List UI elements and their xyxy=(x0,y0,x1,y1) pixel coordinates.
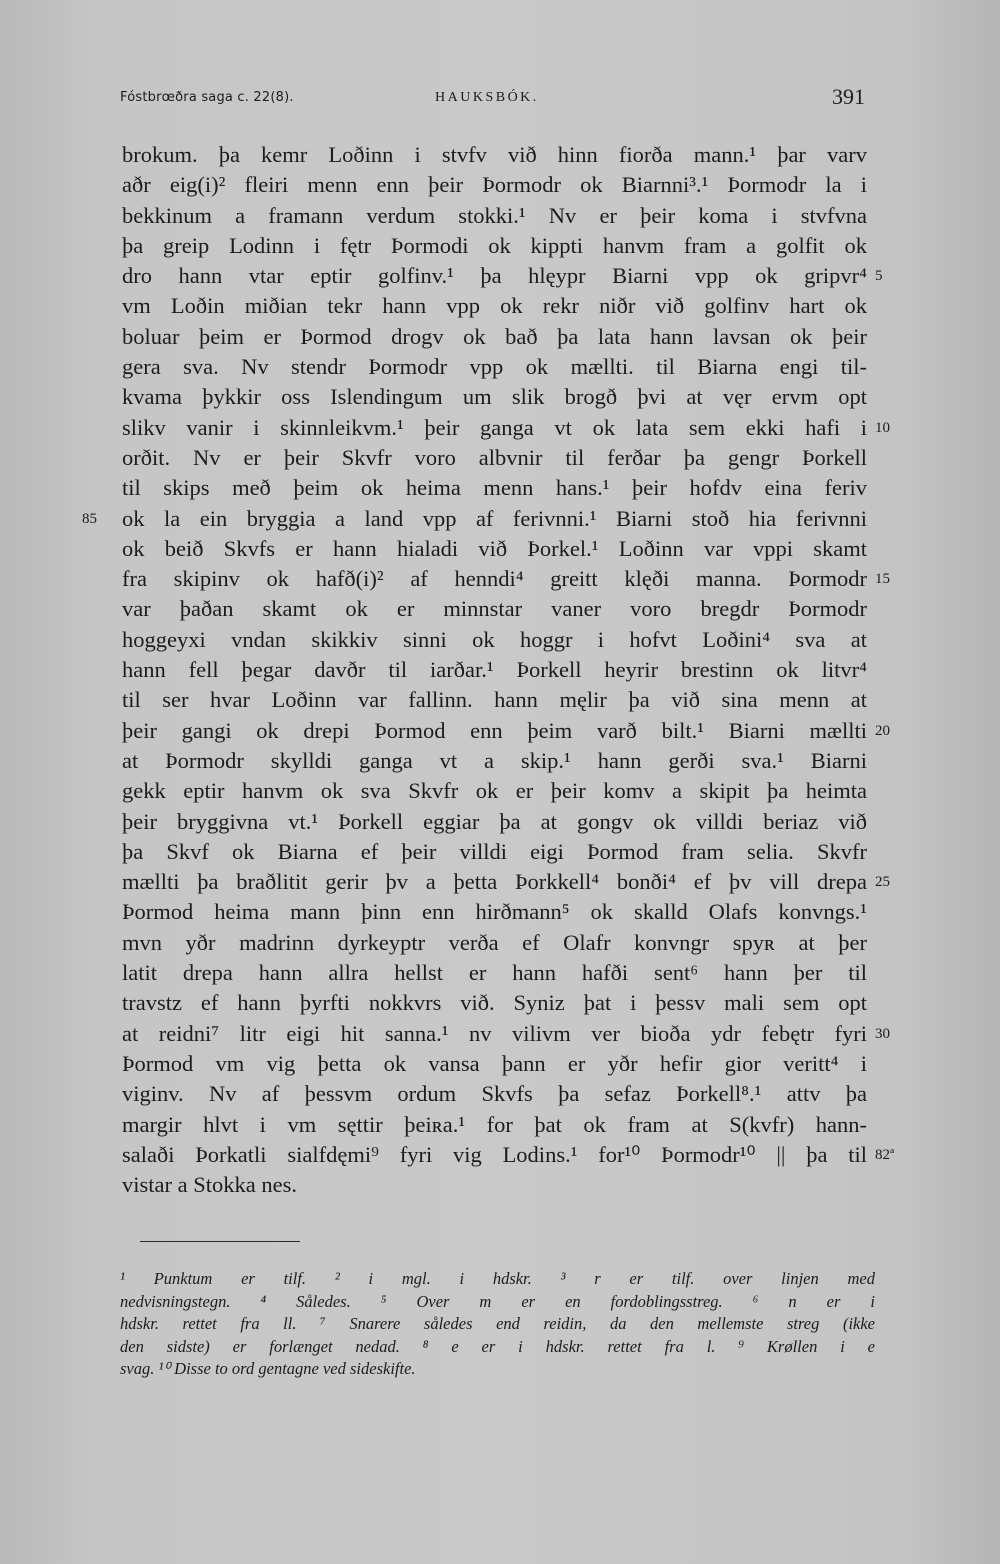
line-text: Þormod heima mann þinn enn hirðmann⁵ ok skalld Olafs konvngs.¹ xyxy=(122,899,867,925)
line-text: gekk eptir hanvm ok sva Skvfr ok er þeir komv a skipit þa heimta xyxy=(122,778,867,804)
footnotes xyxy=(120,1268,875,1381)
text-line xyxy=(122,776,867,806)
line-text: Þormod vm vig þetta ok vansa þann er yðr hefir gior veritt⁴ i xyxy=(122,1050,867,1076)
text-line xyxy=(122,443,867,473)
line-text: hoggeyxi vndan skikkiv sinni ok hoggr i hofvt Loðini⁴ sva at xyxy=(122,626,867,652)
line-text: orðit. Nv er þeir Skvfr voro albvnir til ferðar þa gengr Þorkell xyxy=(122,444,867,470)
text-line xyxy=(122,382,867,412)
running-header xyxy=(120,84,865,114)
text-line xyxy=(122,170,867,200)
text-line xyxy=(122,807,867,837)
text-line xyxy=(122,625,867,655)
line-text: kvama þykkir oss Islendingum um slik brogð þvi at vęr ervm opt xyxy=(122,384,867,410)
footnote-line: hdskr. rettet fra ll. ⁷ Snarere således end reidin, da den mellemste streg (ikke xyxy=(120,1314,875,1333)
footnote-line: ¹ Punktum er tilf. ² i mgl. i hdskr. ³ r er tilf. over linjen med xyxy=(120,1269,875,1288)
text-line xyxy=(122,746,867,776)
text-line xyxy=(122,958,867,988)
line-text: at Þormodr skylldi ganga vt a skip.¹ hann gerði sva.¹ Biarni xyxy=(122,747,867,773)
line-text: þeir bryggivna vt.¹ Þorkell eggiar þa at gongv ok villdi beriaz við xyxy=(122,808,867,834)
text-line xyxy=(122,1110,867,1140)
line-text: brokum. þa kemr Loðinn i stvfv við hinn fiorða mann.¹ þar varv xyxy=(122,142,867,167)
text-line xyxy=(122,473,867,503)
text-line xyxy=(122,322,867,352)
line-text: til ser hvar Loðinn var fallinn. hann męlir þa við sina menn at xyxy=(122,687,867,713)
line-number-right: 10 xyxy=(875,419,890,436)
text-line xyxy=(122,201,867,231)
text-line xyxy=(122,352,867,382)
line-text: latit drepa hann allra hellst er hann hafði sent⁶ hann þer til xyxy=(122,960,867,986)
line-number-left: 85 xyxy=(82,510,97,527)
line-number-right: 15 xyxy=(875,571,890,588)
text-line xyxy=(122,1019,890,1049)
line-number-right: 20 xyxy=(875,722,890,739)
line-text: ok beið Skvfs er hann hialadi við Þorkel.¹ Loðinn var vppi skamt xyxy=(122,535,867,561)
line-text: mællti þa braðlitit gerir þv a þetta Þorkkell⁴ bonði⁴ ef þv vill drepa xyxy=(122,869,867,895)
text-line xyxy=(122,1170,867,1200)
line-text: dro hann vtar eptir golfinv.¹ þa hlęypr Biarni vpp ok gripvr⁴ xyxy=(122,263,867,289)
line-text: travstz ef hann þyrfti nokkvrs við. Syniz þat i þessv mali sem opt xyxy=(122,990,867,1016)
line-text: margir hlvt i vm sęttir þeiʀa.¹ for þat ok fram at S(kvfr) hann- xyxy=(122,1111,867,1137)
line-text: slikv vanir i skinnleikvm.¹ þeir ganga vt ok lata sem ekki hafi i xyxy=(122,414,867,440)
text-line xyxy=(122,867,890,897)
line-text: var þaðan skamt ok er minnstar vaner voro bregdr Þormodr xyxy=(122,596,867,622)
line-text: fra skipinv ok hafð(i)² af henndi⁴ greitt klęði manna. Þormodr xyxy=(122,566,867,592)
header-section-ref: Fóstbrœðra saga c. 22(8). xyxy=(120,90,294,105)
text-line xyxy=(122,413,890,443)
line-text: salaði Þorkatli sialfdęmi⁹ fyri vig Lodins.¹ for¹⁰ Þormodr¹⁰ || þa til xyxy=(122,1141,867,1167)
line-text: þeir gangi ok drepi Þormod enn þeim varð bilt.¹ Biarni mællti xyxy=(122,717,867,743)
footnote-line: den sidste) er forlænget nedad. ⁸ e er i hdskr. rettet fra l. ⁹ Krøllen i e xyxy=(120,1336,875,1356)
text-line xyxy=(122,1079,867,1109)
text-line xyxy=(122,140,867,170)
line-text: ok la ein bryggia a land vpp af ferivnni.¹ Biarni stoð hia ferivnni xyxy=(122,505,867,531)
line-number-right: 82ª xyxy=(875,1146,895,1163)
header-title: HAUKSBÓK. xyxy=(435,90,539,105)
footnote-line: svag. ¹⁰ Disse to ord gentagne ved sideskifte. xyxy=(120,1359,416,1378)
footnote-rule xyxy=(140,1241,300,1242)
line-text: viginv. Nv af þessvm ordum Skvfs þa sefaz Þorkell⁸.¹ attv þa xyxy=(122,1081,867,1107)
line-text: þa Skvf ok Biarna ef þeir villdi eigi Þormod fram selia. Skvfr xyxy=(122,838,867,864)
line-text: þa greip Lodinn i fętr Þormodi ok kippti hanvm fram a golfit ok xyxy=(122,232,867,258)
line-text: til skips með þeim ok heima menn hans.¹ þeir hofdv eina feriv xyxy=(122,475,867,501)
text-line xyxy=(122,231,867,261)
line-text: gera sva. Nv stendr Þormodr vpp ok mællti. til Biarna engi til- xyxy=(122,354,867,380)
text-line xyxy=(122,897,867,927)
text-line xyxy=(122,261,883,291)
line-text: aðr eig(i)² fleiri menn enn þeir Þormodr ok Biarnni³.¹ Þormodr la i xyxy=(122,172,867,198)
line-text: bekkinum a framann verdum stokki.¹ Nv er þeir koma i stvfvna xyxy=(122,202,867,228)
text-line xyxy=(122,928,867,958)
text-line xyxy=(122,716,890,746)
line-number-right: 25 xyxy=(875,874,890,891)
line-text: vm Loðin miðian tekr hann vpp ok rekr niðr við golfinv hart ok xyxy=(122,293,867,319)
text-line xyxy=(82,504,867,534)
line-number-right: 5 xyxy=(875,268,883,285)
text-line xyxy=(122,1140,895,1170)
text-line xyxy=(122,594,867,624)
body-text xyxy=(82,140,895,1200)
line-text: boluar þeim er Þormod drogv ok bað þa lata hann lavsan ok þeir xyxy=(122,323,867,349)
text-line xyxy=(122,1049,867,1079)
text-line xyxy=(122,655,867,685)
footnote-line: nedvisningstegn. ⁴ Således. ⁵ Over m er en fordoblingsstreg. ⁶ n er i xyxy=(120,1291,875,1311)
text-line xyxy=(122,837,867,867)
line-text: mvn yðr madrinn dyrkeyptr verða ef Olafr konvngr spyʀ at þer xyxy=(122,929,867,955)
line-text: vistar a Stokka nes. xyxy=(122,1172,297,1198)
text-line xyxy=(122,291,867,321)
text-line xyxy=(122,534,867,564)
page-number: 391 xyxy=(832,84,865,109)
text-line xyxy=(122,988,867,1018)
line-number-right: 30 xyxy=(875,1025,890,1042)
line-text: hann fell þegar davðr til iarðar.¹ Þorkell heyrir brestinn ok litvr⁴ xyxy=(122,657,867,683)
line-text: at reidni⁷ litr eigi hit sanna.¹ nv vilivm ver bioða ydr febętr fyri xyxy=(122,1020,867,1046)
text-line xyxy=(122,564,890,594)
text-line xyxy=(122,685,867,715)
